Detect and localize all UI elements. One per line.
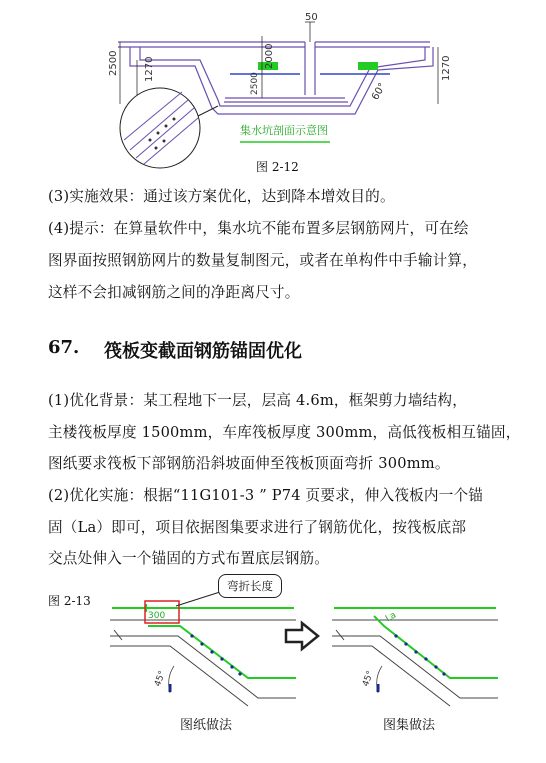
drawing-title: 集水坑剖面示意图 [240, 124, 328, 137]
dim-2500-mid: 2500 [250, 72, 260, 95]
dim-2000: 2000 [264, 43, 275, 69]
para-background-line1: (1)优化背景：某工程地下一层，层高 4.6m，框架剪力墙结构， [48, 392, 468, 409]
para-effect: (3)实施效果：通过该方案优化，达到降本增效目的。 [48, 188, 395, 205]
caption-atlas-method: 图集做法 [383, 718, 436, 733]
detail-circle [120, 88, 218, 168]
caption-drawing-method: 图纸做法 [180, 718, 233, 733]
section-number: 67. [48, 337, 80, 358]
arrow-right-icon [284, 620, 320, 652]
figure-label-2-13: 图 2-13 [48, 594, 91, 608]
dim-60deg: 60° [370, 81, 389, 103]
dim-2500-left: 2500 [108, 50, 119, 76]
sump-section-drawing [100, 0, 450, 160]
dim-50: 50 [305, 12, 318, 23]
para-background-line3: 图纸要求筏板下部钢筋沿斜坡面伸至筏板顶面弯折 300mm。 [48, 455, 450, 472]
dim-1270-right: 1270 [441, 55, 452, 81]
para-tip-line3: 这样不会扣减钢筋之间的净距离尺寸。 [48, 284, 300, 301]
callout-bend-length: 弯折长度 [218, 574, 282, 598]
dim-1270-left: 1270 [144, 56, 155, 82]
section-title: 筏板变截面钢筋锚固优化 [104, 341, 302, 362]
para-tip-line1: (4)提示：在算量软件中，集水坑不能布置多层钢筋网片，可在绘 [48, 220, 469, 237]
dim-la: La [384, 610, 399, 625]
para-implementation-line3: 交点处伸入一个锚固的方式布置底层钢筋。 [48, 550, 330, 567]
para-implementation-line2: 固（La）即可，项目依据图集要求进行了钢筋优化，按筏板底部 [48, 519, 467, 536]
para-background-line2: 主楼筏板厚度 1500mm，车库筏板厚度 300mm，高低筏板相互锚固， [48, 424, 521, 441]
angle-45-right: 45° [361, 669, 376, 689]
para-implementation-line1: (2)优化实施：根据“11G101-3 ” P74 页要求，伸入筏板内一个锚 [48, 487, 484, 504]
figure-caption-2-12: 图 2-12 [256, 160, 299, 174]
dim-300: 300 [148, 611, 166, 621]
drawing-atlas-method [330, 598, 500, 708]
para-tip-line2: 图界面按照钢筋网片的数量复制图元，或者在单构件中手输计算， [48, 252, 478, 269]
angle-45-left: 45° [153, 669, 168, 689]
